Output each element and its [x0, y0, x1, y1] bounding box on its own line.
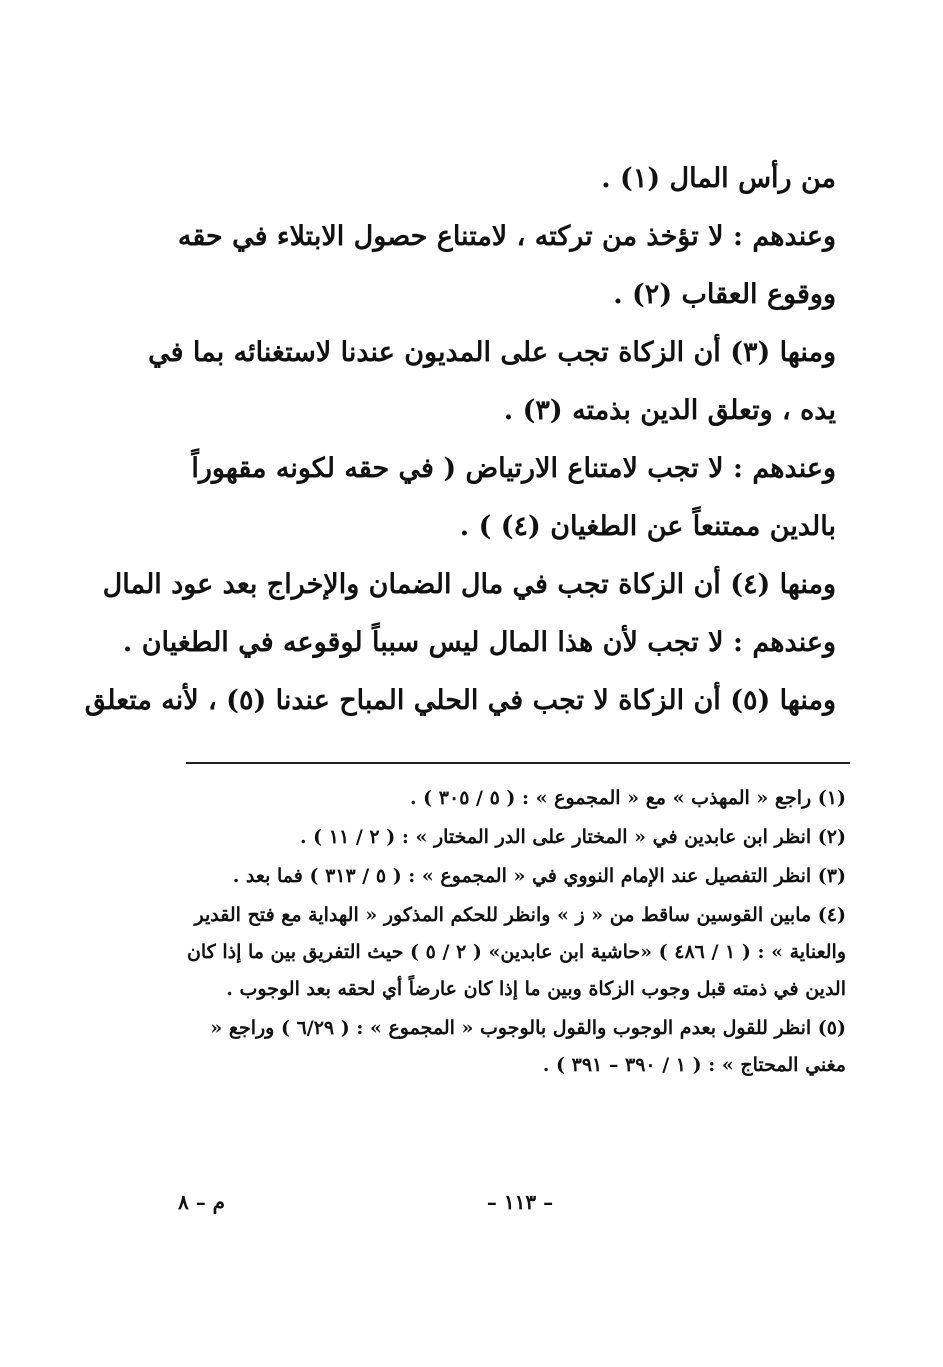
footnote: (٤) مابين القوسين ساقط من « ز » وانظر للحكم المذكور « الهداية مع فتح القدير والعناية » : ( ١ / ٤٨٦ ) «حاشية ابن عابدين» ( ٢ / ٥ ) حيث التفريق بين ما إذا كان الدين في ذمته قبل وجوب الزكاة وبين ما إذا كان عارضاً أي لحقه بعد الوجوب .	[186, 904, 846, 1000]
footnote-divider	[186, 762, 850, 764]
main-text	[84, 150, 836, 730]
text-line: وعندهم : لا تؤخذ من تركته ، لامتناع حصول الابتلاء في حقه	[177, 221, 836, 252]
footnote: (١) راجع « المهذب » مع « المجموع » : ( ٥ / ٣٠٥ ) .	[409, 787, 846, 809]
text-line: وعندهم : لا تجب لأن هذا المال ليس سبباً لوقوعه في الطغيان .	[122, 627, 836, 658]
text-line: ومنها (٤) أن الزكاة تجب في مال الضمان والإخراج بعد عود المال	[102, 569, 836, 600]
printer-signature: م – ٨	[178, 1190, 226, 1214]
footnote: (٣) انظر التفصيل عند الإمام النووي في « المجموع » : ( ٥ / ٣١٣ ) فما بعد .	[232, 865, 846, 887]
text-line: من رأس المال (١) .	[601, 163, 836, 194]
text-line: ومنها (٣) أن الزكاة تجب على المديون عندنا لاستغنائه بما في	[148, 337, 836, 368]
footnote: (٢) انظر ابن عابدين في « المختار على الدر المختار » : ( ٢ / ١١ ) .	[299, 826, 846, 848]
text-line: ووقوع العقاب (٢) .	[613, 279, 836, 310]
footnote: (٥) انظر للقول بعدم الوجوب والقول بالوجوب « المجموع » : ( ٦/٢٩ ) وراجع « مغني المحتاج » : ( ١ / ٣٩٠ – ٣٩١ ) .	[210, 1017, 846, 1076]
text-line: وعندهم : لا تجب لامتناع الارتياض ( في حقه لكونه مقهوراً	[191, 453, 836, 484]
footnotes	[186, 780, 846, 1086]
text-line: يده ، وتعلق الدين بذمته (٣) .	[503, 395, 836, 426]
page-number: – ١١٣ –	[486, 1190, 554, 1214]
page-footer	[0, 1190, 943, 1230]
text-line: ومنها (٥) أن الزكاة لا تجب في الحلي المباح عندنا (٥) ، لأنه متعلق	[84, 685, 836, 716]
text-line: بالدين ممتنعاً عن الطغيان (٤) ) .	[459, 511, 836, 542]
